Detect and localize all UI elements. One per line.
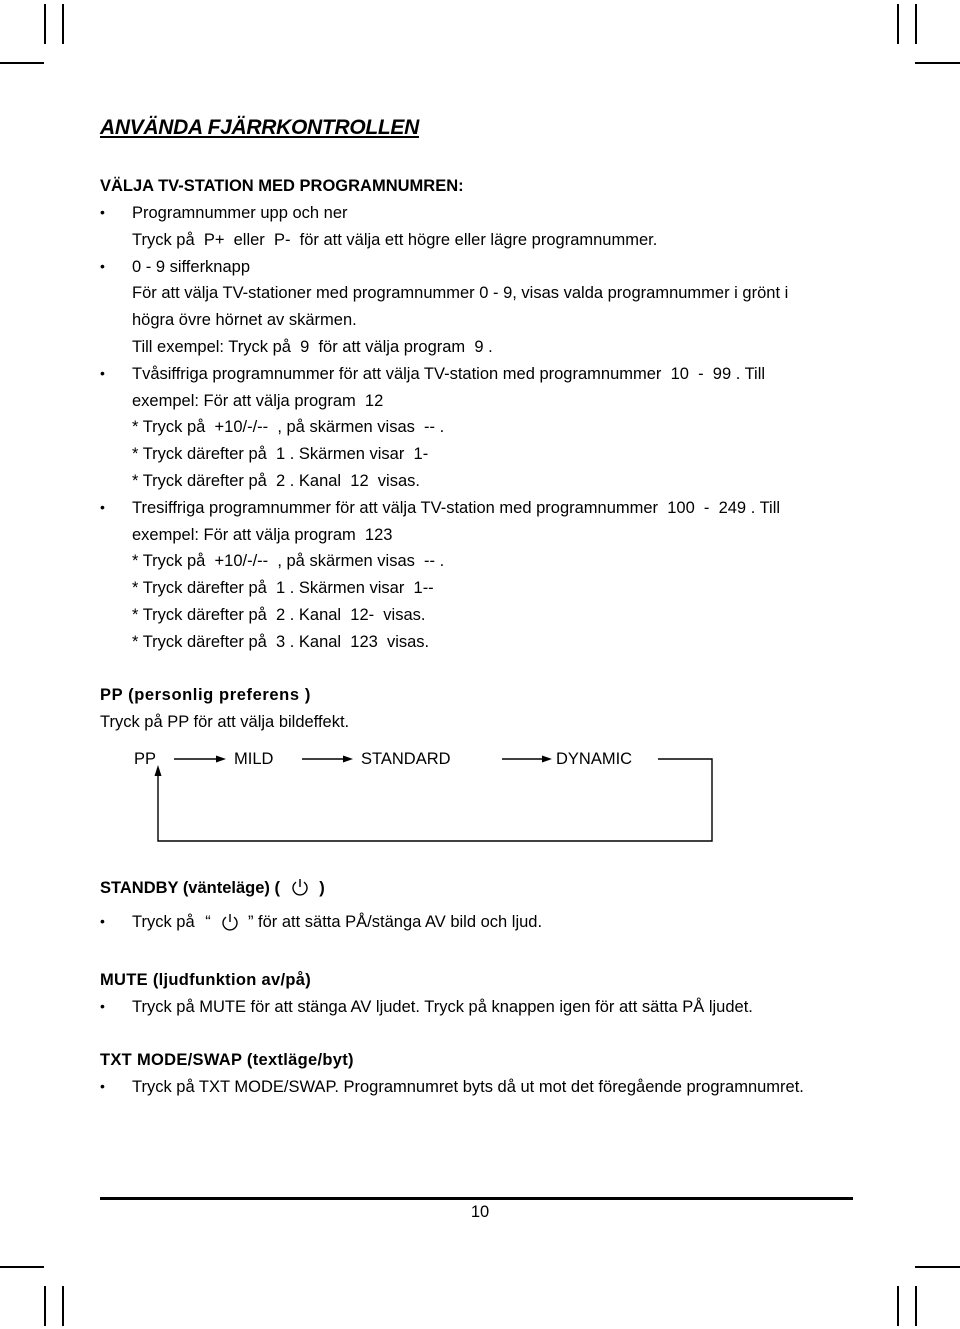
standby-instruction: Tryck på “ ” för att sätta PÅ/stänga AV bild och ljud. — [132, 913, 543, 931]
program-number-line: * Tryck därefter på 1 . Skärmen visar 1-- — [132, 579, 434, 598]
program-number-line: * Tryck på +10/-/-- , på skärmen visas -- . — [132, 418, 445, 437]
section-heading-program-numbers: VÄLJA TV-STATION MED PROGRAMNUMREN: — [100, 177, 464, 195]
bullet-marker: • — [100, 257, 105, 274]
flow-step-mild: MILD — [234, 750, 274, 768]
program-number-line: För att välja TV-stationer med programnummer 0 - 9, visas valda programnummer i grönt i — [132, 284, 789, 303]
program-number-line: * Tryck därefter på 1 . Skärmen visar 1- — [132, 445, 429, 464]
mute-instruction: Tryck på MUTE för att stänga AV ljudet. Tryck på knappen igen för att sätta PÅ ljudet. — [132, 998, 753, 1016]
pp-description: Tryck på PP för att välja bildeffekt. — [100, 713, 350, 731]
program-number-line: 0 - 9 sifferknapp — [132, 257, 251, 276]
bullet-marker: • — [100, 998, 105, 1014]
page-number: 10 — [470, 1203, 490, 1221]
program-number-line: Tryck på P+ eller P- för att välja ett högre eller lägre programnummer. — [132, 230, 658, 249]
program-number-line: Tvåsiffriga programnummer för att välja TV-station med programnummer 10 - 99 . Till — [132, 364, 766, 383]
program-number-line: * Tryck därefter på 2 . Kanal 12- visas. — [132, 606, 426, 624]
program-number-line: högra övre hörnet av skärmen. — [132, 311, 357, 330]
program-number-line: Tresiffriga programnummer för att välja TV-station med programnummer 100 - 249 . Till — [132, 498, 781, 517]
section-heading-txt-mode: TXT MODE/SWAP (textläge/byt) — [100, 1051, 354, 1069]
power-icon — [291, 878, 309, 896]
footer-rule — [100, 1197, 853, 1200]
bullet-marker: • — [100, 1078, 105, 1094]
flow-step-dynamic: DYNAMIC — [556, 750, 633, 768]
page-title: ANVÄNDA FJÄRRKONTROLLEN — [100, 116, 419, 139]
program-number-line: exempel: För att välja program 123 — [132, 525, 393, 544]
program-number-line: * Tryck på +10/-/-- , på skärmen visas -- . — [132, 552, 445, 571]
bullet-marker: • — [100, 204, 105, 220]
section-heading-standby: STANDBY (vänteläge) ( ) — [100, 879, 325, 897]
program-number-line: * Tryck därefter på 3 . Kanal 123 visas. — [132, 632, 430, 651]
program-number-line: * Tryck därefter på 2 . Kanal 12 visas. — [132, 472, 420, 490]
bullet-marker: • — [100, 913, 105, 929]
program-number-line: Programnummer upp och ner — [132, 204, 348, 222]
flow-arrows — [0, 745, 960, 845]
section-heading-mute: MUTE (ljudfunktion av/på) — [100, 971, 311, 989]
power-icon — [221, 913, 239, 931]
bullet-marker: • — [100, 498, 105, 515]
program-number-line: Till exempel: Tryck på 9 för att välja program 9 . — [132, 338, 493, 356]
txt-mode-instruction: Tryck på TXT MODE/SWAP. Programnumret byts då ut mot det föregående programnumret. — [132, 1078, 804, 1096]
flow-step-pp: PP — [134, 750, 157, 768]
flow-step-standard: STANDARD — [361, 750, 451, 768]
bullet-marker: • — [100, 364, 105, 381]
section-heading-pp: PP (personlig preferens ) — [100, 686, 311, 704]
program-number-line: exempel: För att välja program 12 — [132, 391, 384, 410]
